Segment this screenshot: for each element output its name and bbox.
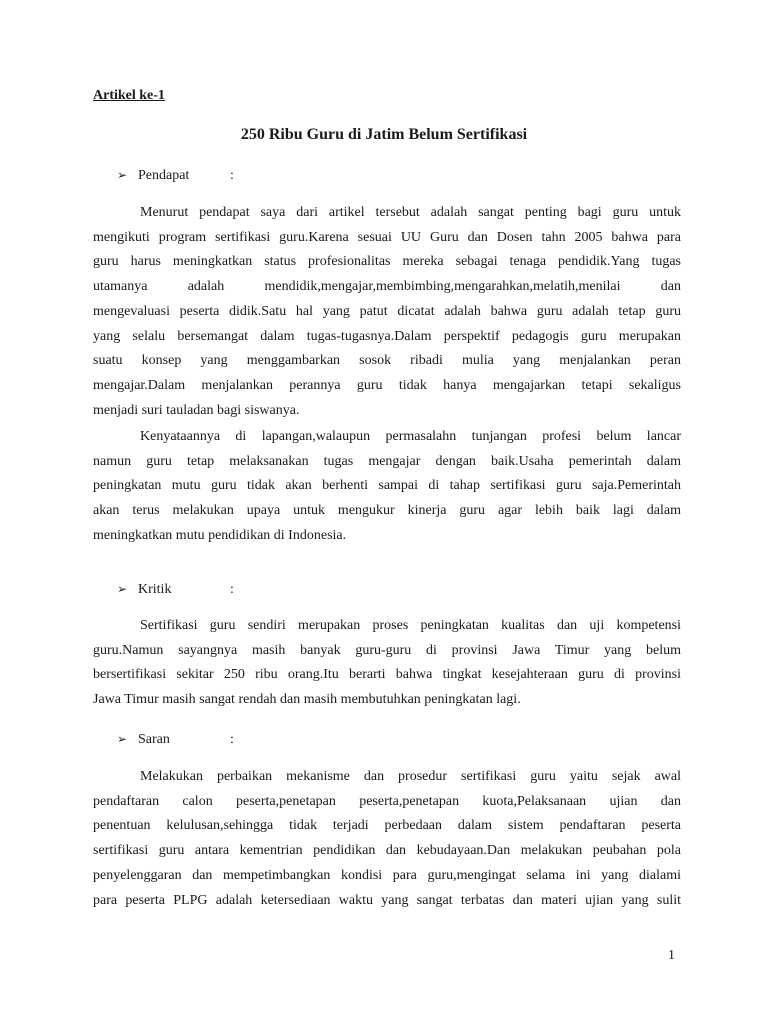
arrow-bullet-icon: ➢ (117, 168, 128, 182)
document-title: 250 Ribu Guru di Jatim Belum Sertifikasi (240, 126, 528, 143)
text-line: menjadi suri tauladan bagi siswanya. (93, 402, 300, 418)
section-label: Saran (138, 732, 170, 747)
text-line: namun guru tetap melaksanakan tugas mengajar dengan baik.Usaha pemerintah dalam (93, 453, 681, 469)
arrow-bullet-icon: ➢ (117, 732, 128, 746)
paragraph-kritik-1 (93, 614, 681, 713)
text-line: utamanya adalah mendidik,mengajar,membimbing,mengarahkan,melatih,menilai dan (93, 279, 681, 295)
paragraph-saran-1 (93, 765, 681, 913)
article-number-label: Artikel ke-1 (93, 88, 165, 103)
paragraph-pendapat-1 (93, 201, 681, 423)
text-line: mengajar.Dalam menjalankan perannya guru tidak hanya mengajarkan tetapi sekaligus (93, 377, 681, 393)
text-line: Jawa Timur masih sangat rendah dan masih membutuhkan peningkatan lagi. (93, 692, 521, 708)
text-line: peningkatan mutu guru tidak akan berhenti sampai di tahap sertifikasi guru saja.Pemerintah (93, 478, 681, 494)
text-line: Melakukan perbaikan mekanisme dan prosedur sertifikasi guru yaitu sejak awal (140, 769, 681, 784)
page-number: 1 (668, 948, 675, 963)
text-line: Menurut pendapat saya dari artikel tersebut adalah sangat penting bagi guru untuk (140, 205, 681, 220)
text-line: guru.Namun sayangnya masih banyak guru-guru di provinsi Jawa Timur yang belum (93, 642, 681, 658)
text-line: suatu konsep yang menggambarkan sosok ribadi mulia yang menjalankan peran (93, 353, 681, 369)
arrow-bullet-icon: ➢ (117, 582, 128, 596)
section-heading-kritik (117, 579, 234, 599)
text-line: mengikuti program sertifikasi guru.Karena sesuai UU Guru dan Dosen tahn 2005 bahwa para (93, 229, 681, 245)
text-line: mengevaluasi peserta didik.Satu hal yang patut dicatat adalah bahwa guru adalah tetap guru (93, 303, 681, 319)
text-line: guru harus meningkatkan status profesionalitas mereka sebagai tenaga pendidik.Yang tugas (93, 254, 681, 270)
section-colon: : (230, 582, 234, 597)
text-line: sertifikasi guru antara kementrian pendidikan dan kebudayaan.Dan melakukan peubahan pola (93, 843, 681, 859)
text-line: bersertifikasi sekitar 250 ribu orang.Itu berarti bahwa tingkat kesejahteraan guru di provinsi (93, 667, 681, 683)
text-line: akan terus melakukan upaya untuk mengukur kinerja guru agar lebih baik lagi dalam (93, 503, 681, 519)
text-line: meningkatkan mutu pendidikan di Indonesia. (93, 527, 347, 543)
text-line: penentuan kelulusan,sehingga tidak terjadi perbedaan dalam sistem pendaftaran peserta (93, 818, 681, 834)
paragraph-pendapat-2 (93, 425, 681, 549)
section-heading-saran (117, 729, 234, 749)
section-heading-pendapat (117, 165, 234, 185)
text-line: Sertifikasi guru sendiri merupakan proses peningkatan kualitas dan uji kompetensi (140, 618, 681, 633)
text-line: para peserta PLPG adalah ketersediaan waktu yang sangat terbatas dan materi ujian yang sulit (93, 892, 681, 908)
section-label: Pendapat (138, 168, 190, 183)
text-line: penyelenggaran dan mempetimbangkan kondisi para guru,mengingat selama ini yang dialami (93, 867, 681, 883)
text-line: Kenyataannya di lapangan,walaupun permasalahn tunjangan profesi belum lancar (140, 429, 681, 444)
text-line: pendaftaran calon peserta,penetapan peserta,penetapan kuota,Pelaksanaan ujian dan (93, 793, 681, 809)
section-label: Kritik (138, 582, 172, 597)
text-line: yang selalu bersemangat dalam tugas-tugasnya.Dalam perspektif pedagogis guru merupakan (93, 328, 681, 344)
section-colon: : (230, 168, 234, 183)
section-colon: : (230, 732, 234, 747)
